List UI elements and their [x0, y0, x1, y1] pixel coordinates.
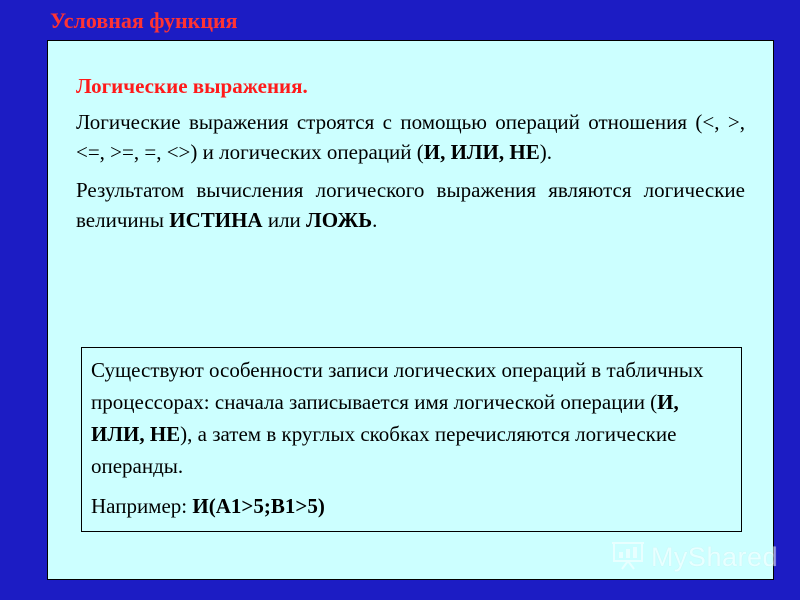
paragraph1-text: Логические выражения строятся с помощью операций отношения (<, >, <=, >=, =, <>) и логических операций (: [76, 110, 745, 164]
paragraph2-or: или: [262, 208, 307, 232]
note-box: [81, 347, 742, 532]
watermark-text: MyShared: [650, 542, 778, 572]
note-text-start: Существуют особенности записи логических операций в табличных процессорах: сначала записывается имя логической операции (: [91, 358, 704, 414]
paragraph2-end: .: [372, 208, 378, 232]
paragraph1-end: ).: [539, 140, 552, 164]
watermark: [611, 540, 778, 575]
note-text: [91, 354, 732, 482]
paragraph2-bold-true: ИСТИНА: [169, 208, 263, 232]
paragraph-result: [76, 175, 745, 235]
paragraph2-bold-false: ЛОЖЬ: [306, 208, 373, 232]
section-heading: Логические выражения.: [76, 74, 308, 98]
main-content: [76, 71, 745, 243]
slide-title: Условная функция: [50, 8, 238, 33]
note-example: [91, 490, 732, 522]
content-panel: [47, 40, 774, 580]
paragraph-logical-expressions: [76, 107, 745, 167]
paragraph1-bold-operations: И, ИЛИ, НЕ: [423, 140, 540, 164]
example-formula: И(A1>5;B1>5): [192, 494, 325, 518]
note-bold-operations: И, ИЛИ, НЕ: [91, 390, 679, 446]
example-label: Например:: [91, 494, 193, 518]
paragraph2-text: Результатом вычисления логического выражения являются логические величины: [76, 178, 745, 232]
note-text-end: ), а затем в круглых скобках перечисляются логические операнды.: [91, 422, 677, 478]
projector-board-icon: [611, 540, 645, 575]
